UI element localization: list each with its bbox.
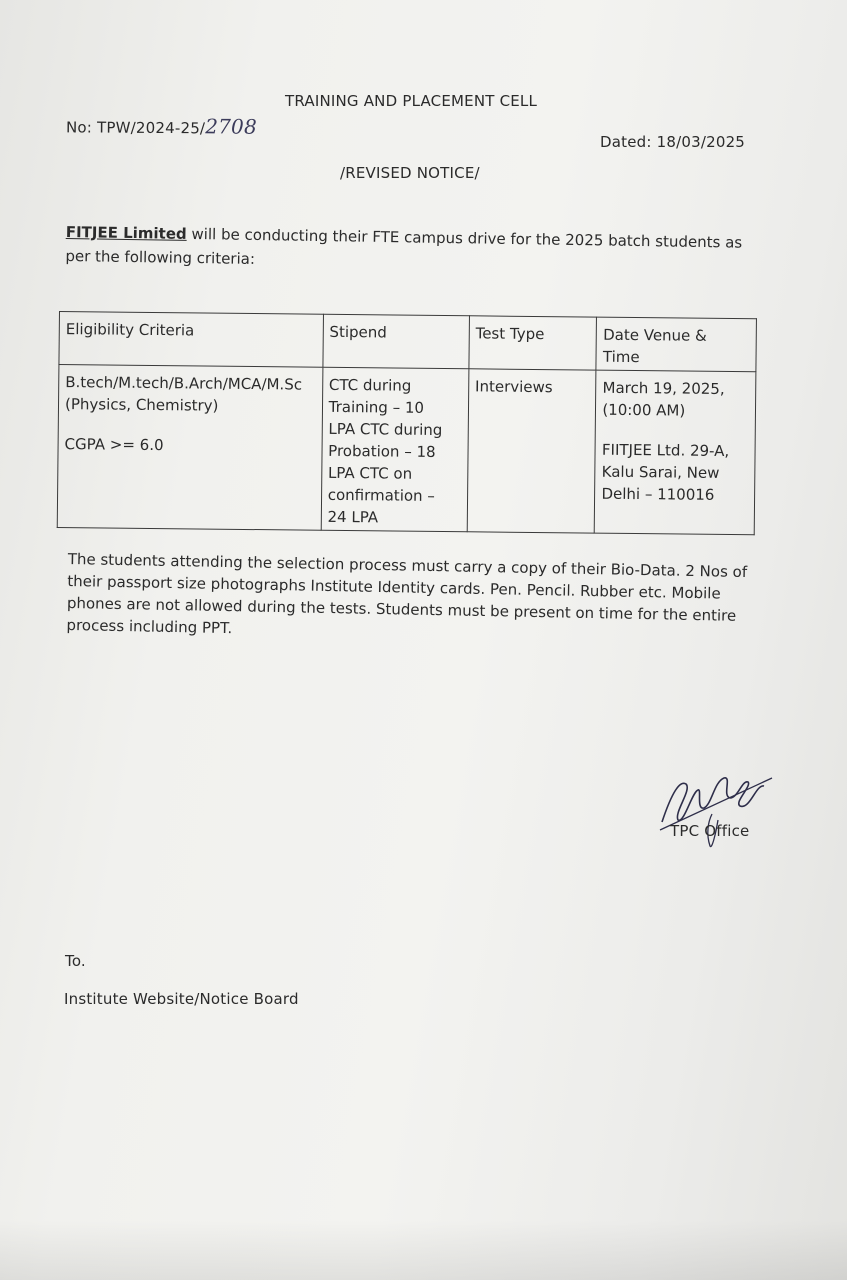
eligibility-subjects: (Physics, Chemistry) [64,395,219,415]
company-name: FITJEE Limited [65,222,187,243]
reference-handwritten-number: 2708 [205,114,258,139]
office-label: TPC Office [670,822,750,840]
table-header-row [59,312,757,372]
eligibility-degrees: B.tech/M.tech/B.Arch/MCA/M.Sc [65,373,303,394]
cell-title: TRAINING AND PLACEMENT CELL [285,92,538,110]
dated: Dated: 18/03/2025 [600,133,746,151]
cell-date-venue [595,370,756,535]
drive-date: March 19, 2025, [602,378,725,398]
header-test-type: Test Type [469,316,597,370]
reference-number [66,113,257,138]
drive-venue: FIITJEE Ltd. 29-A, Kalu Sarai, New Delhi – 110016 [601,440,730,504]
criteria-table [57,311,757,535]
to-label: To. [65,952,86,970]
recipient: Institute Website/Notice Board [64,990,299,1008]
instructions-paragraph: The students attending the selection process must carry a copy of their Bio-Data. 2 Nos of their passport size photographs Institute Identity cards. Pen. Pencil. Rubber etc. Mobile phones are not allowed during the tests. Students must be present on time for the entire process including PPT. [66,549,748,638]
drive-time: (10:00 AM) [602,400,686,420]
intro-paragraph [65,220,746,279]
table-row [57,365,756,535]
notice-type: /REVISED NOTICE/ [340,164,480,182]
header-date-venue-time: Date Venue & Time [596,317,756,372]
intro-text: will be conducting their FTE campus drive for the 2025 batch students as per the following criteria: [65,224,743,268]
cell-test-type: Interviews [467,369,596,533]
cell-eligibility [57,365,322,531]
signature-block [652,762,782,856]
header-eligibility: Eligibility Criteria [59,312,323,368]
cell-stipend: CTC during Training – 10 LPA CTC during Probation – 18 LPA CTC on confirmation – 24 LPA [321,367,469,532]
eligibility-cgpa: CGPA >= 6.0 [64,435,164,455]
header-stipend: Stipend [323,314,470,369]
reference-prefix: No: TPW/2024-25/ [65,118,206,138]
